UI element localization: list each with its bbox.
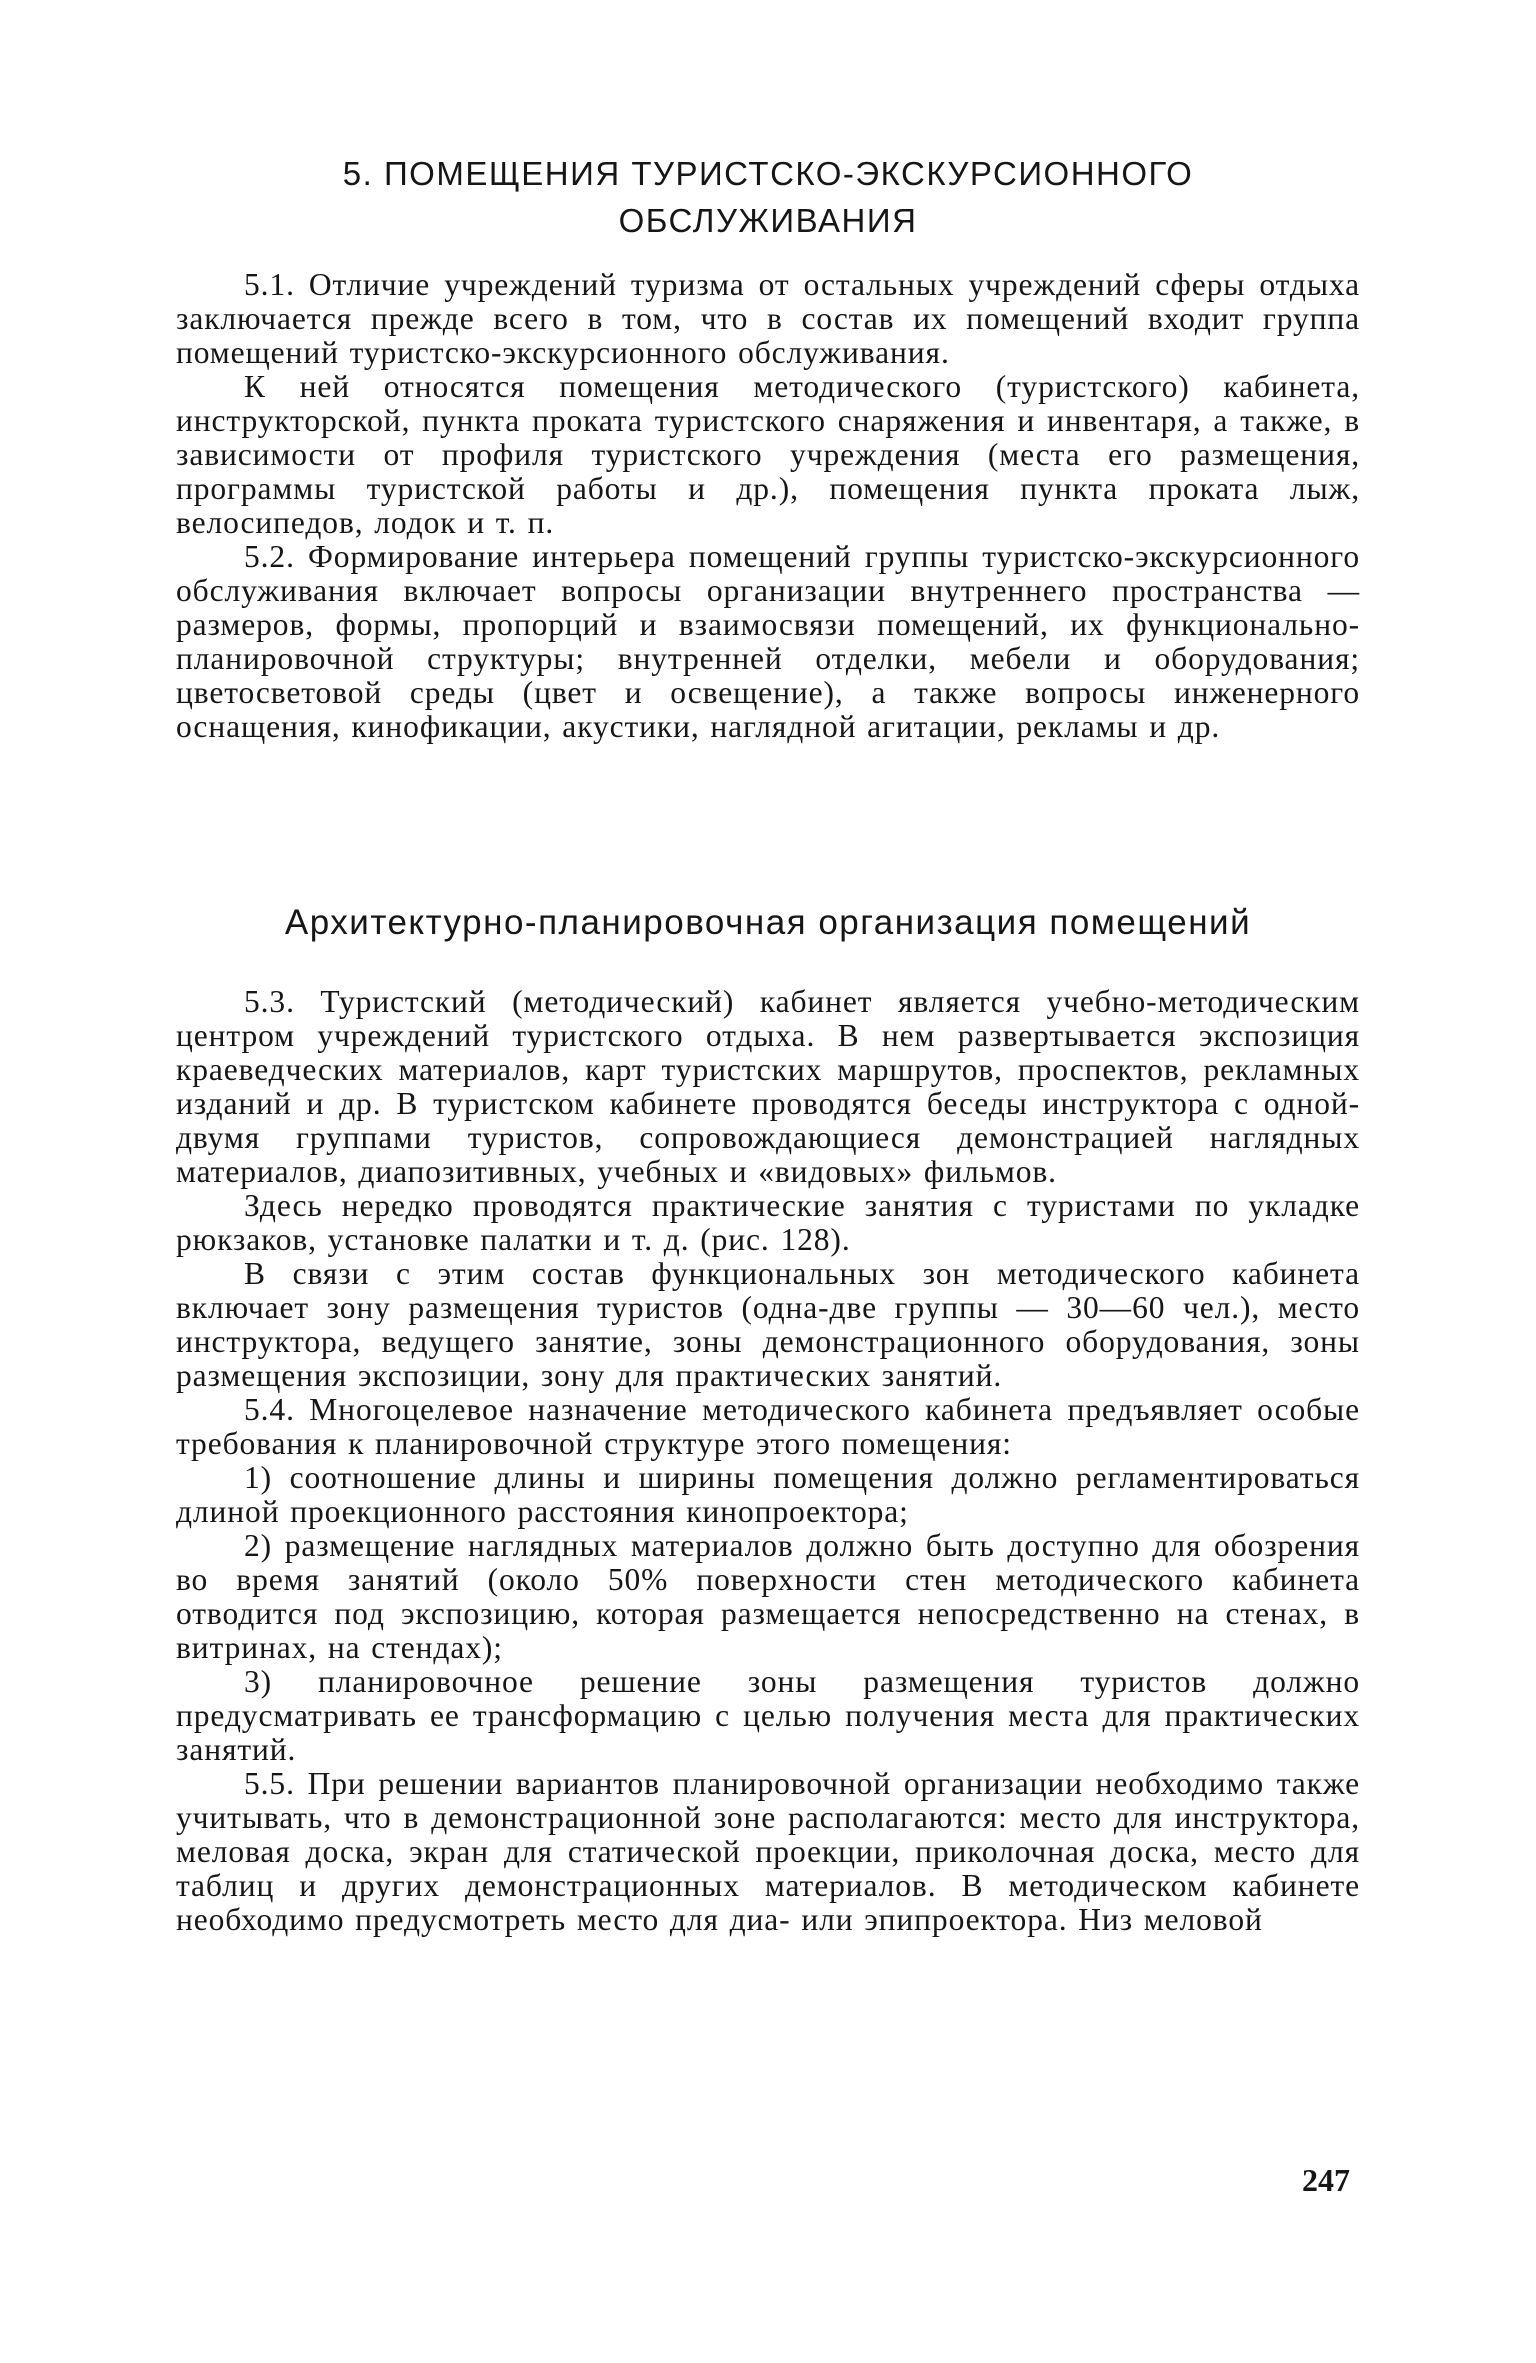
page-number: 247 <box>1302 2162 1350 2198</box>
section-heading: Архитектурно-планировочная организация помещений <box>284 903 1252 942</box>
paragraph-5-3: 5.3. Туристский (методический) кабинет является учебно-методическим центром учреждений туристского отдыха. В нем развертывается экспозиция краеведческих материалов, карт туристских маршрутов, проспектов, рекламных изданий и др. В туристском кабинете проводятся беседы инструктора с одной-двумя группами туристов, сопровождающиеся демонстрацией наглядных материалов, диапозитивных, учебных и «видовых» фильмов. <box>176 984 1360 1189</box>
list-item-2: 2) размещение наглядных материалов должно быть доступно для обозрения во время занятий (около 50% поверхности стен методического кабинета отводится под экспозицию, которая размещается непосредственно на стенах, в витринах, на стендах); <box>176 1528 1360 1665</box>
intro-text <box>176 268 1360 744</box>
paragraph-5-2: 5.2. Формирование интерьера помещений группы туристско-экскурсионного обслуживания включает вопросы организации внутреннего пространства — размеров, формы, пропорций и взаимосвязи помещений, их функционально-планировочной структуры; внутренней отделки, мебели и оборудования; цветосветовой среды (цвет и освещение), а также вопросы инженерного оснащения, кинофикации, акустики, наглядной агитации, рекламы и др. <box>176 539 1360 744</box>
list-item-1: 1) соотношение длины и ширины помещения должно регламентироваться длиной проекционного расстояния кинопроектора; <box>176 1460 1360 1529</box>
section-text <box>176 985 1360 1937</box>
paragraph-5-5: 5.5. При решении вариантов планировочной организации необходимо также учитывать, что в демонстрационной зоне располагаются: место для инструктора, меловая доска, экран для статической проекции, приколочная доска, место для таблиц и других демонстрационных материалов. В методическом кабинете необходимо предусмотреть место для диа- или эпипроектора. Низ меловой <box>176 1766 1360 1937</box>
chapter-title-line-2: ОБСЛУЖИВАНИЯ <box>618 202 918 239</box>
chapter-title <box>176 150 1360 244</box>
paragraph-functional-zones: В связи с этим состав функциональных зон методического кабинета включает зону размещения туристов (одна-две группы — 30—60 чел.), место инструктора, ведущего занятие, зоны демонстрационного оборудования, зоны размещения экспозиции, зону для практических занятий. <box>176 1256 1360 1393</box>
paragraph-5-1-continued: К ней относятся помещения методического (туристского) кабинета, инструкторской, пункта проката туристского снаряжения и инвентаря, а также, в зависимости от профиля туристского учреждения (места его размещения, программы туристской работы и др.), помещения пункта проката лыж, велосипедов, лодок и т. п. <box>176 369 1360 540</box>
paragraph-5-1: 5.1. Отличие учреждений туризма от остальных учреждений сферы отдыха заключается прежде всего в том, что в состав их помещений входит группа помещений туристско-экскурсионного обслуживания. <box>176 267 1360 370</box>
paragraph-practical-lessons: Здесь нередко проводятся практические занятия с туристами по укладке рюкзаков, установке палатки и т. д. (рис. 128). <box>176 1188 1360 1257</box>
chapter-title-line-1: 5. ПОМЕЩЕНИЯ ТУРИСТСКО-ЭКСКУРСИОННОГО <box>342 155 1194 192</box>
paragraph-5-4: 5.4. Многоцелевое назначение методического кабинета предъявляет особые требования к планировочной структуре этого помещения: <box>176 1392 1360 1461</box>
list-item-3: 3) планировочное решение зоны размещения туристов должно предусматривать ее трансформацию с целью получения места для практических занятий. <box>176 1664 1360 1767</box>
